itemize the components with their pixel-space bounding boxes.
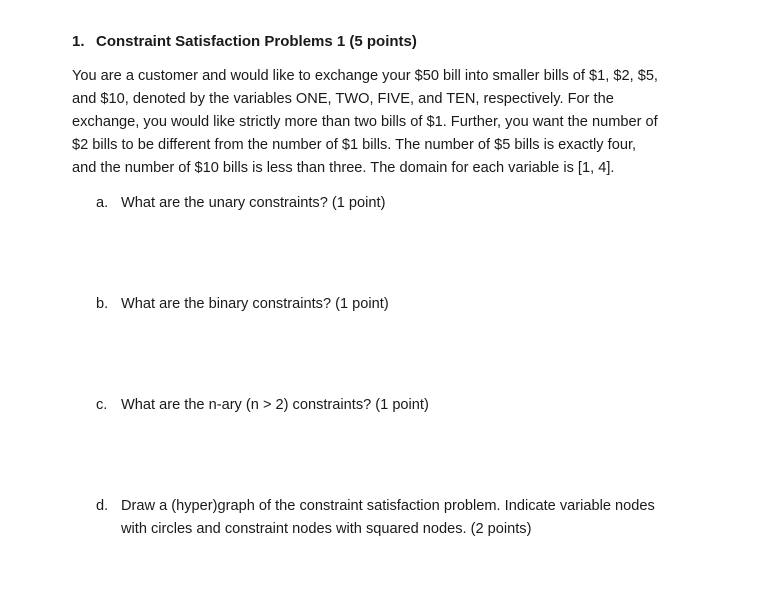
question-letter: d. — [96, 498, 109, 514]
description-line: and $10, denoted by the variables ONE, TWO, FIVE, and TEN, respectively. For the — [72, 91, 614, 107]
question-a — [96, 192, 385, 215]
question-text — [121, 192, 385, 215]
description-line: and the number of $10 bills is less than three. The domain for each variable is [1, 4]. — [72, 160, 615, 176]
problem-description — [72, 65, 708, 180]
question-line: with circles and constraint nodes with squared nodes. (2 points) — [121, 521, 532, 537]
question-letter: b. — [96, 296, 109, 312]
problem-number: 1. — [72, 33, 85, 50]
question-c — [96, 394, 429, 417]
question-line: What are the n-ary (n > 2) constraints? (1 point) — [121, 397, 429, 413]
question-line: Draw a (hyper)graph of the constraint satisfaction problem. Indicate variable nodes — [121, 498, 655, 514]
question-d — [96, 495, 655, 541]
question-text — [121, 394, 429, 417]
description-line: $2 bills to be different from the number of $1 bills. The number of $5 bills is exactly four, — [72, 137, 637, 153]
description-line: You are a customer and would like to exchange your $50 bill into smaller bills of $1, $2, $5, — [72, 68, 658, 84]
question-letter: c. — [96, 397, 108, 413]
problem-heading — [72, 33, 417, 50]
question-line: What are the binary constraints? (1 point) — [121, 296, 389, 312]
question-letter: a. — [96, 195, 109, 211]
problem-title: Constraint Satisfaction Problems 1 (5 points) — [96, 33, 417, 50]
question-line: What are the unary constraints? (1 point) — [121, 195, 386, 211]
question-text — [121, 495, 655, 541]
question-b — [96, 293, 389, 316]
description-line: exchange, you would like strictly more than two bills of $1. Further, you want the number of — [72, 114, 658, 130]
question-text — [121, 293, 389, 316]
